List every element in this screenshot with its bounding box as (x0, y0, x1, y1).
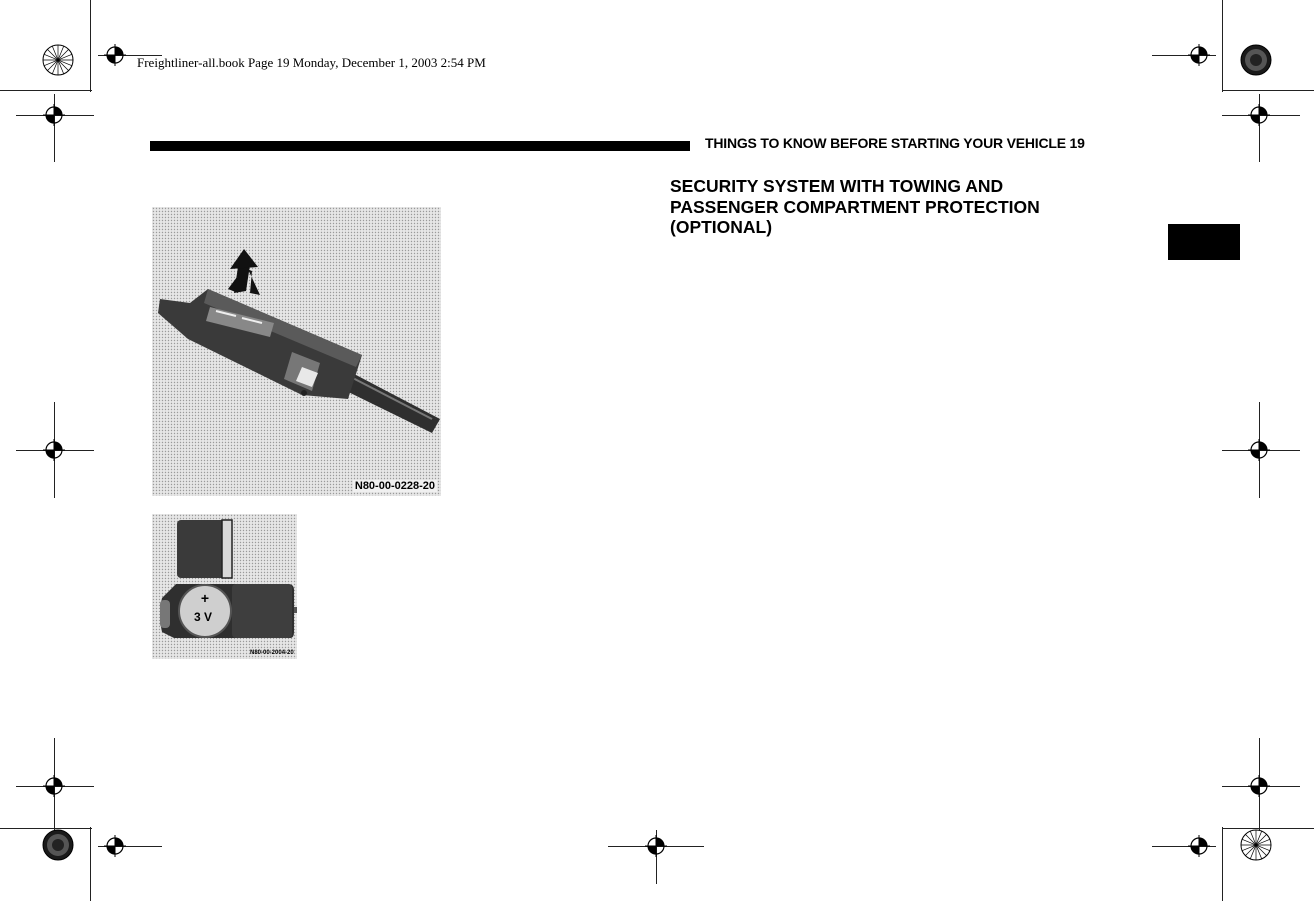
book-slug: Freightliner-all.book Page 19 Monday, December 1, 2003 2:54 PM (137, 55, 486, 70)
registration-mark-icon (1248, 439, 1270, 461)
color-rosette-icon (42, 44, 74, 76)
figure-code: N80-00-2004-20 (250, 650, 294, 656)
registration-mark-icon (104, 835, 126, 857)
battery-voltage: 3 V (193, 610, 212, 624)
running-head: THINGS TO KNOW BEFORE STARTING YOUR VEHICLE 19 (705, 135, 1085, 151)
registration-mark-icon (43, 775, 65, 797)
header-rule (150, 141, 690, 151)
crop-line (90, 827, 91, 901)
registration-mark-icon (645, 835, 667, 857)
registration-mark-icon (1188, 44, 1210, 66)
crop-line (0, 90, 92, 91)
section-title-line: (OPTIONAL) (670, 217, 773, 237)
registration-mark-icon (104, 44, 126, 66)
chapter-tab (1168, 224, 1240, 260)
color-rosette-icon (1240, 829, 1272, 861)
registration-mark-icon (43, 104, 65, 126)
key-fob-figure (152, 207, 441, 496)
crop-line (1222, 90, 1314, 91)
figure-code: N80-00-0228-20 (354, 480, 435, 492)
section-title (670, 176, 1140, 238)
section-title-line: SECURITY SYSTEM WITH TOWING AND (670, 176, 1004, 196)
crop-line (90, 0, 91, 92)
registration-mark-icon (1248, 104, 1270, 126)
registration-mark-icon (1188, 835, 1210, 857)
registration-mark-icon (1248, 775, 1270, 797)
color-rosette-icon (1240, 44, 1272, 76)
crop-line (1222, 827, 1223, 901)
registration-mark-icon (43, 439, 65, 461)
key-fob-illustration (152, 207, 441, 496)
section-title-line: PASSENGER COMPARTMENT PROTECTION (670, 196, 1040, 217)
battery-illustration (152, 514, 297, 659)
battery-plus: + (200, 590, 210, 606)
color-rosette-icon (42, 829, 74, 861)
battery-figure (152, 514, 297, 659)
crop-line (1222, 0, 1223, 92)
